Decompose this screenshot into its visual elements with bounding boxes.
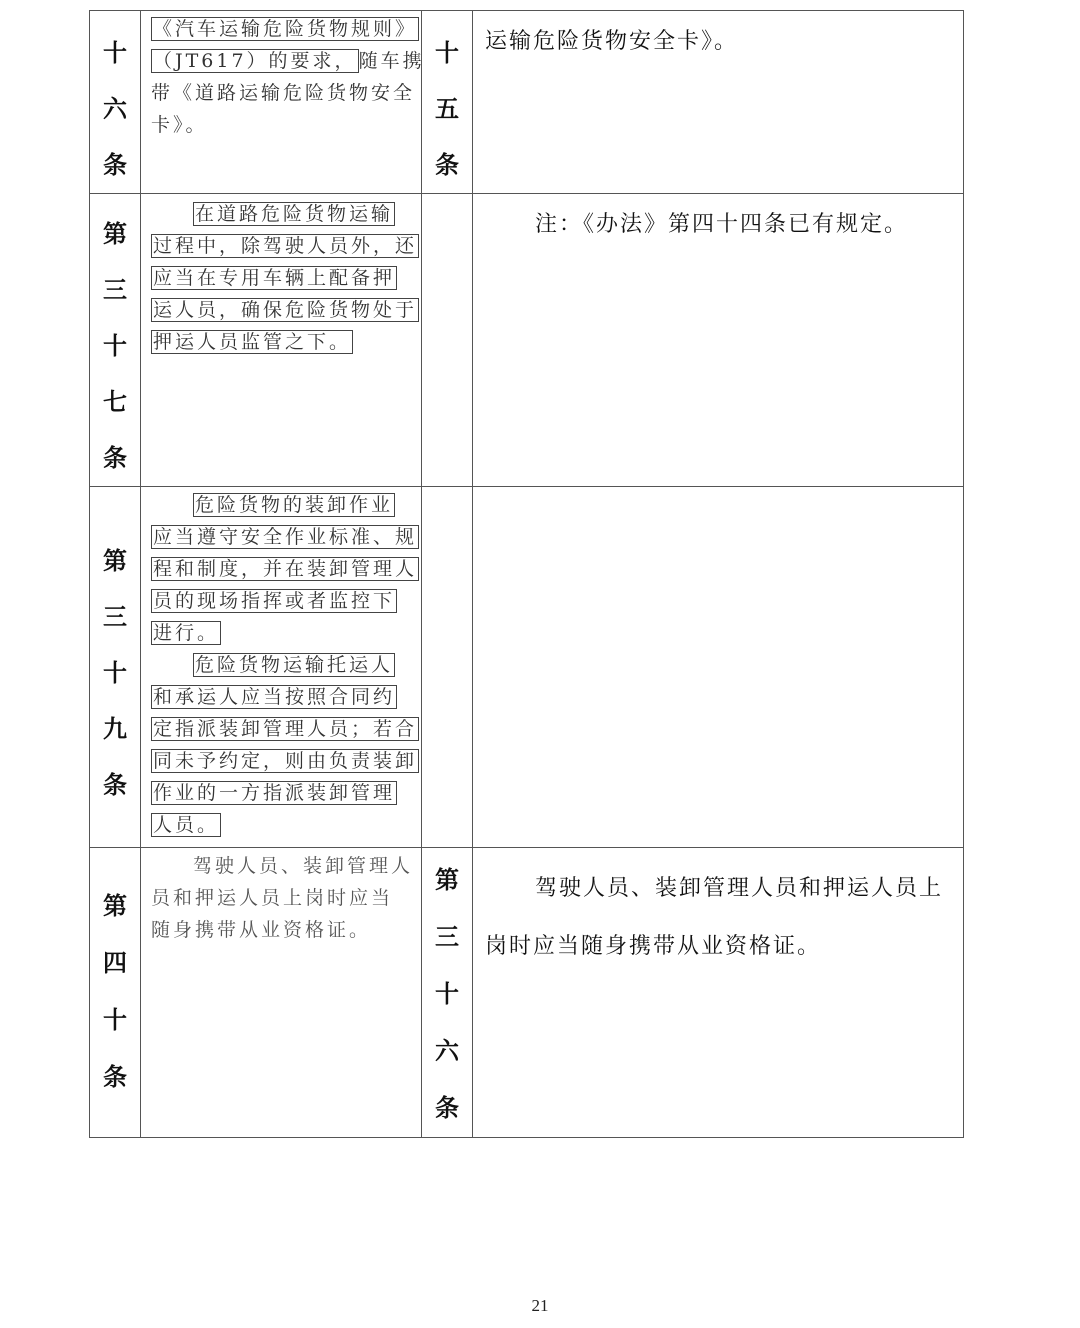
text-line: 人员。	[153, 814, 220, 836]
table-row	[90, 11, 964, 194]
old-article-number: 十 六 条	[90, 11, 141, 194]
page-number: 21	[531, 1296, 549, 1315]
table-row	[90, 487, 964, 848]
old-article-text	[141, 848, 422, 1138]
old-article-number: 第 三 十 九 条	[90, 487, 141, 848]
new-article-number: 第 三 十 六 条	[422, 848, 473, 1138]
new-article-number	[422, 487, 473, 848]
old-article-number: 第 四 十 条	[90, 848, 141, 1138]
new-article-text	[473, 194, 964, 487]
text-line: 危险货物的装卸作业	[195, 494, 394, 516]
text-line: （JT617）的要求，	[153, 50, 357, 72]
text-line: 《汽车运输危险货物规则》	[153, 18, 418, 40]
text-line: 员的现场指挥或者监控下	[153, 590, 396, 612]
old-article-number: 第 三 十 七 条	[90, 194, 141, 487]
new-article-text	[473, 487, 964, 848]
table-row	[90, 848, 964, 1138]
text-line: 带《道路运输危险货物安全	[151, 82, 416, 104]
old-article-text	[141, 194, 422, 487]
text-line: 和承运人应当按照合同约	[153, 686, 396, 708]
text-line: 员和押运人员上岗时应当	[151, 887, 394, 909]
text-line: 同未予约定，则由负责装卸	[153, 750, 418, 772]
new-article-text	[473, 11, 964, 194]
text-line: 押运人员监管之下。	[153, 331, 352, 353]
table-row	[90, 194, 964, 487]
text-line: 运人员，确保危险货物处于	[153, 299, 418, 321]
text-line: 应当在专用车辆上配备押	[153, 267, 396, 289]
old-article-text	[141, 487, 422, 848]
text-line: 在道路危险货物运输	[195, 203, 394, 225]
text-line: 随身携带从业资格证。	[151, 919, 372, 941]
text-line: 进行。	[153, 622, 220, 644]
text-line: 卡》。	[151, 114, 208, 136]
text-line: 作业的一方指派装卸管理	[153, 782, 396, 804]
text-line: 驾驶人员、装卸管理人	[193, 855, 414, 877]
text-line: 注：《办法》第四十四条已有规定。	[535, 212, 909, 237]
text-line: 运输危险货物安全卡》。	[485, 29, 739, 54]
text-line: 过程中，除驾驶人员外，还	[153, 235, 418, 257]
text-line: 岗时应当随身携带从业资格证。	[485, 934, 822, 959]
text-line: 定指派装卸管理人员；若合	[153, 718, 418, 740]
new-article-number	[422, 194, 473, 487]
text-line: 危险货物运输托运人	[195, 654, 394, 676]
text-line: 应当遵守安全作业标准、规	[153, 526, 418, 548]
comparison-table	[89, 10, 964, 1138]
new-article-text	[473, 848, 964, 1138]
text-line: 程和制度，并在装卸管理人	[153, 558, 418, 580]
text-line: 驾驶人员、装卸管理人员和押运人员上	[535, 876, 944, 901]
new-article-number: 十 五 条	[422, 11, 473, 194]
text-line: 随车携	[358, 50, 425, 72]
old-article-text	[141, 11, 425, 194]
